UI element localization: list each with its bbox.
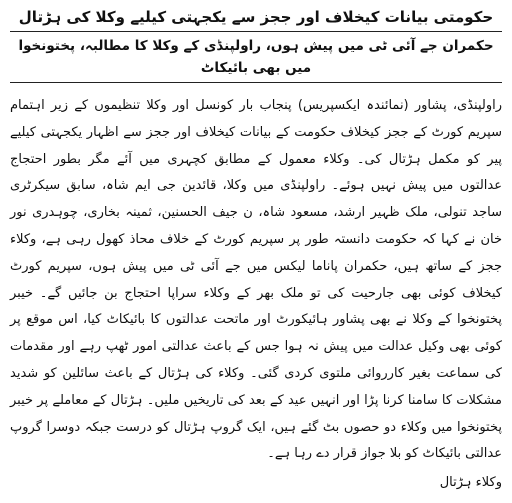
signoff: وکلاء ہڑتال [439, 475, 502, 491]
divider-line [10, 31, 502, 32]
body-paragraph: راولپنڈی، پشاور (نمائندہ ایکسپریس) پنجاب بار کونسل اور وکلا تنظیموں کے زیر اہتمام سپریم کورٹ کے ججز کیخلاف حکومت کے بیانات کیخلاف اور ججز سے اظہار یکجہتی کیلیے پیر کو مکمل ہڑتال کی۔ وکلاء معمول کے مطابق کچہری میں آئے مگر بطور احتجاج عدالتوں میں پیش نہیں ہوئے۔ راولپنڈی میں وکلا، قائدین جی ایم شاہ، سابق سیکرٹری ساجد تنولی، ملک ظہیر ارشد، مسعود شاہ، ن جیف الحسنین، ثمینہ بخاری، چوہدری نور خان نے کہا کہ حکومت دانستہ طور پر سپریم کورٹ کے خلاف محاذ کھول رہی ہے، وکلاء ججز کے ساتھ ہیں، حکمران پاناما لیکس میں جے آئی ٹی میں پیش ہوں، سپریم کورٹ کیخلاف کوئی بھی جارحیت کی تو ملک بھر کے وکلاء سراپا احتجاج بن جائیں گے۔ خیبر پختونخوا کے وکلا نے بھی پشاور ہائیکورٹ اور ماتحت عدالتوں کا بائیکاٹ کیا، اس موقع پر کوئی بھی وکیل عدالت میں پیش نہ ہوا جس کے باعث عدالتی امور ٹھپ رہے اور مقدمات کی سماعت بغیر کارروائی ملتوی کردی گئی۔ وکلاء کی ہڑتال کے باعث سائلین کو شدید مشکلات کا سامنا کرنا پڑا اور انہیں عید کے بعد کی تاریخیں ملیں۔ ہڑتال کے معاملے پر خیبر پختونخوا میں وکلاء دو حصوں بٹ گئے ہیں، ایک گروپ ہڑتال کو درست جبکہ دوسرا گروپ عدالتی بائیکاٹ کو بلا جواز قرار دے رہا ہے۔ [10, 98, 502, 462]
divider-line [10, 82, 502, 83]
subheadline-1: حکمران جے آئی ٹی میں پیش ہوں، راولپنڈی کے وکلا کا مطالبہ، پختونخوا میں بھی بائیکاٹ [18, 38, 494, 76]
headline: حکومتی بیانات کیخلاف اور ججز سے یکجہتی کیلیے وکلا کی ہڑتال [18, 8, 494, 26]
article-body [10, 93, 502, 468]
